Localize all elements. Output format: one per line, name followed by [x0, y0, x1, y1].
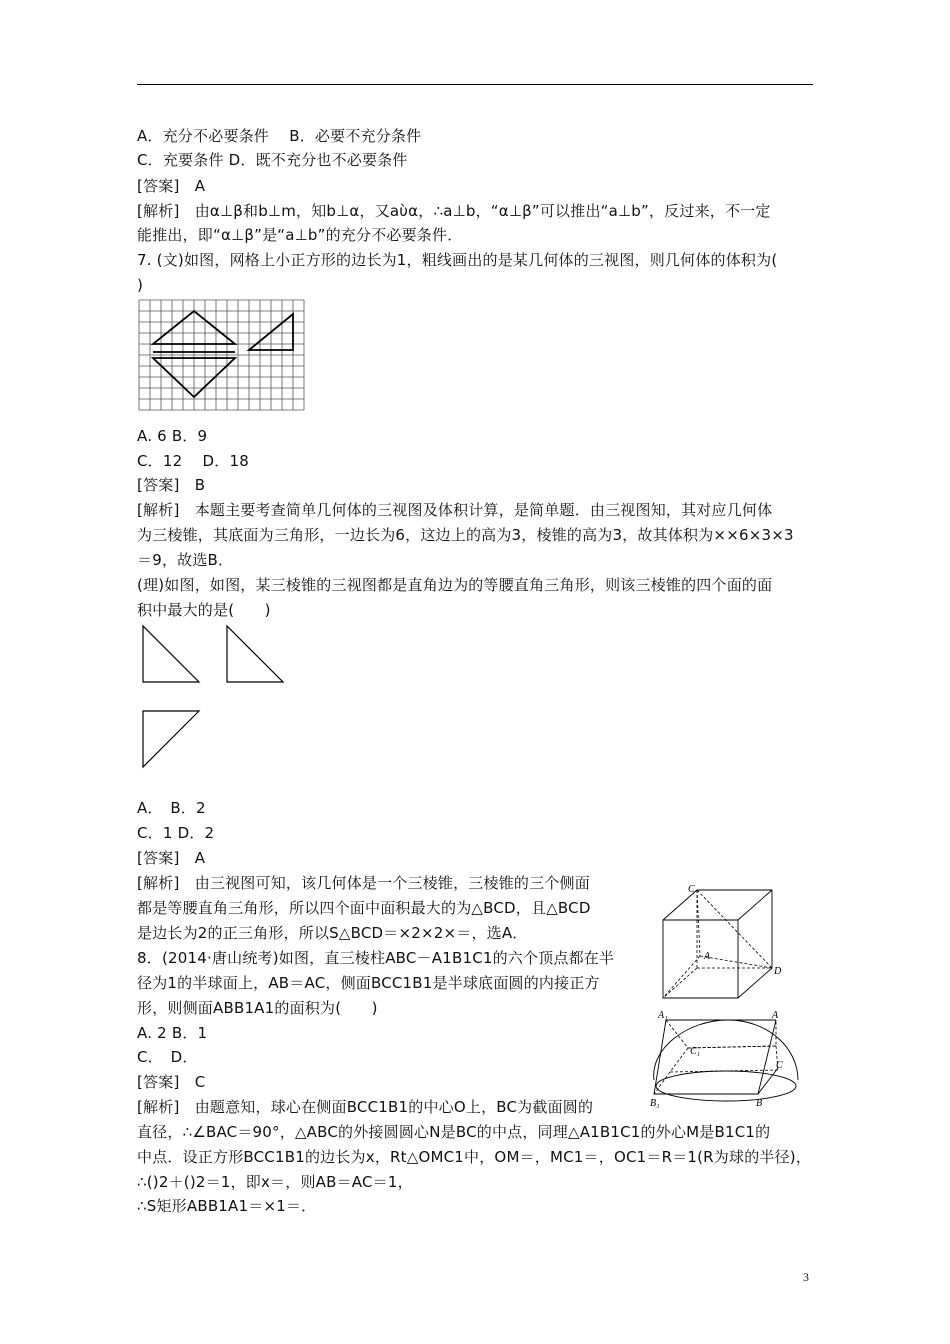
q7-answer: [答案] B: [137, 476, 206, 494]
front-view-right-triangle: [143, 626, 199, 682]
cube-label-a: A: [704, 951, 711, 962]
hemi-label-c: C: [776, 1060, 783, 1071]
q7-li-stem-line1: (理)如图，如图，某三棱锥的三视图都是直角边为的等腰直角三角形，则该三棱锥的四个面的面: [137, 576, 773, 594]
q7-li-options-ab: A． B．2: [137, 799, 206, 817]
pyramid-three-views-figure: [140, 624, 290, 770]
hemisphere-prism-figure: [648, 1008, 804, 1112]
cube-front-face: [663, 920, 738, 998]
side-view-right-triangle: [227, 626, 283, 682]
q8-analysis-line2: 直径，∴∠BAC＝90°，△ABC的外接圆圆心N是BC的中点，同理△A1B1C1的外心M是B1C1的: [137, 1123, 771, 1141]
header-rule: [137, 84, 813, 85]
prism-front-edges: [654, 1020, 778, 1094]
thick-outline: [153, 311, 293, 397]
q7-li-analysis-line2: 都是等腰直角三角形，所以四个面中面积最大的为△BCD，且△BCD: [137, 899, 591, 917]
q8-analysis-line5: ∴S矩形ABB1A1＝×1＝．: [137, 1197, 317, 1215]
q7-analysis-line2: 为三棱锥，其底面为三角形，一边长为6，这边上的高为3，棱锥的高为3，故其体积为××6×3×3: [137, 526, 794, 544]
q6-options-ab: A．充分不必要条件 B．必要不充分条件: [137, 127, 422, 145]
three-view-grid-figure: [139, 300, 305, 411]
hemi-label-b1: B₁: [650, 1098, 660, 1109]
cube-figure: [660, 882, 788, 1002]
page-number: 3: [803, 1270, 809, 1284]
q8-analysis-line4: ∴()2＋()2＝1，即x＝，则AB＝AC＝1，: [137, 1173, 413, 1191]
q7-li-options-cd: C．1 D．2: [137, 824, 215, 842]
q7-stem-line2: ): [137, 276, 144, 294]
q8-stem-line1: 8．(2014·唐山统考)如图，直三棱柱ABC－A1B1C1的六个顶点都在半: [137, 949, 615, 967]
q7-options-cd: C．12 D．18: [137, 452, 249, 470]
q8-analysis-line3: 中点．设正方形BCC1B1的边长为x，Rt△OMC1中，OM＝，MC1＝，OC1＝R＝1(R为球的半径)，: [137, 1148, 812, 1166]
q6-analysis-line2: 能推出，即“α⊥β”是“a⊥b”的充分不必要条件．: [137, 226, 463, 244]
q7-analysis-line1: [解析] 本题主要考查简单几何体的三视图及体积计算，是简单题．由三视图知，其对应几何体: [137, 501, 773, 519]
hemi-label-a1: A₁: [658, 1010, 668, 1021]
cube-label-c: C: [688, 884, 695, 895]
q8-options-ab: A. 2 B．1: [137, 1024, 208, 1042]
q8-options-cd: C． D．: [137, 1048, 198, 1066]
q6-analysis-line1: [解析] 由α⊥β和b⊥m，知b⊥α，又aὺα，∴a⊥b，“α⊥β”可以推出“a⊥b”，反过来，不一定: [137, 202, 771, 220]
cube-label-d: D: [774, 966, 782, 977]
grid-lines: [139, 300, 304, 410]
top-view-right-triangle: [143, 711, 199, 767]
q8-answer: [答案] C: [137, 1073, 206, 1091]
q7-options-ab: A. 6 B．9: [137, 427, 208, 445]
q7-analysis-line3: ＝9，故选B．: [137, 551, 234, 569]
q7-li-analysis-line3: 是边长为2的正三角形，所以S△BCD＝×2×2×＝，选A．: [137, 924, 528, 942]
q8-analysis-line1: [解析] 由题意知，球心在侧面BCC1B1的中心O上，BC为截面圆的: [137, 1098, 594, 1116]
hemi-label-b: B: [756, 1098, 763, 1109]
hemi-label-c1: C₁: [690, 1046, 701, 1057]
q7-li-analysis-line1: [解析] 由三视图可知，该几何体是一个三棱锥，三棱锥的三个侧面: [137, 874, 590, 892]
q8-stem-line3: 形，则侧面ABB1A1的面积为( ): [137, 999, 378, 1017]
q7-li-stem-line2: 积中最大的是( ): [137, 601, 271, 619]
q7-li-answer: [答案] A: [137, 849, 206, 867]
hemi-label-a: A: [772, 1010, 779, 1021]
q8-stem-line2: 径为1的半球面上，AB＝AC，侧面BCC1B1是半球底面圆的内接正方: [137, 974, 600, 992]
base-circle: [656, 1071, 796, 1101]
q7-stem-line1: 7. (文)如图，网格上小正方形的边长为1，粗线画出的是某几何体的三视图，则几何体的体积为(: [137, 251, 778, 269]
q6-options-cd: C．充要条件 D．既不充分也不必要条件: [137, 151, 408, 169]
q6-answer: [答案] A: [137, 177, 206, 195]
